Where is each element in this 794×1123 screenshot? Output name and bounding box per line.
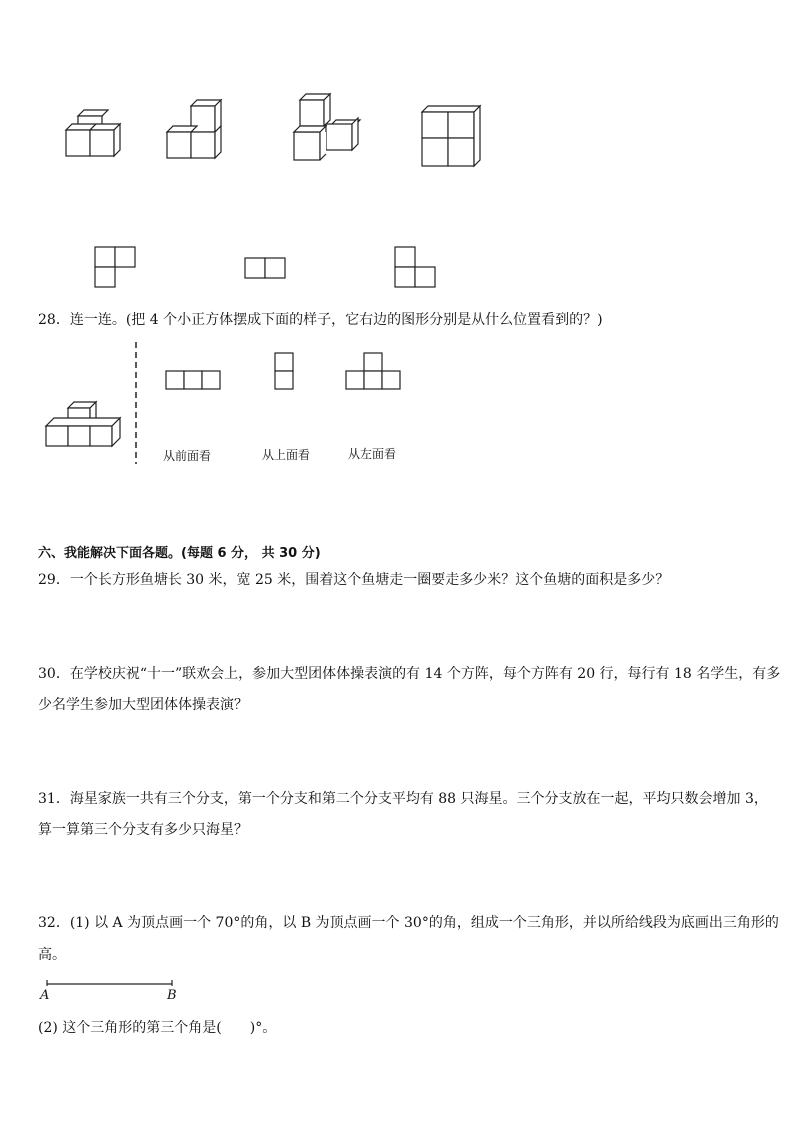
cube-solid-2: [163, 100, 233, 162]
view-left-shape: [344, 351, 404, 391]
view-label-front: 从前面看: [163, 449, 212, 463]
question-31-line-1: 31．海星家族一共有三个分支，第一个分支和第二个分支平均有 88 只海星。三个分支放在一起，平均只数会增加 3，: [38, 791, 768, 807]
section-6-title: 六、我能解决下面各题。(每题 6 分， 共 30 分): [38, 546, 321, 561]
view-shape-3: [393, 245, 437, 289]
view-shape-1: [93, 245, 137, 289]
question-31-line-2: 算一算第三个分支有多少只海星？: [38, 822, 248, 838]
q28-cube-solid: [44, 382, 126, 448]
view-label-left: 从左面看: [348, 447, 397, 461]
view-top-shape: [273, 351, 297, 391]
question-32-line-1: 32．(1) 以 A 为顶点画一个 70°的角，以 B 为顶点画一个 30°的角，组成一个三角形，并以所给线段为底画出三角形的: [38, 915, 779, 931]
cube-solid-3: [290, 94, 362, 164]
question-32-line-3: (2) 这个三角形的第三个角是( )°。: [38, 1020, 277, 1036]
cube-solid-1: [60, 110, 130, 160]
point-b-label: B: [167, 988, 177, 1003]
cube-solid-4: [420, 106, 484, 168]
view-label-top: 从上面看: [262, 448, 311, 462]
segment-ab: [44, 978, 176, 990]
question-28-text: 28．连一连。(把 4 个小正方体摆成下面的样子，它右边的图形分别是从什么位置看到的？): [38, 312, 603, 328]
view-shape-2: [243, 256, 287, 280]
question-32-line-2: 高。: [38, 947, 66, 963]
question-30-line-2: 少名学生参加大型团体体操表演？: [38, 697, 248, 713]
dashed-divider: [133, 342, 139, 464]
point-a-label: A: [40, 988, 50, 1003]
question-29-text: 29．一个长方形鱼塘长 30 米，宽 25 米，围着这个鱼塘走一圈要走多少米？这个鱼塘的面积是多少？: [38, 572, 670, 588]
view-front-shape: [164, 369, 224, 391]
question-30-line-1: 30．在学校庆祝“十一”联欢会上，参加大型团体体操表演的有 14 个方阵，每个方阵有 20 行，每行有 18 名学生，有多: [38, 666, 781, 682]
